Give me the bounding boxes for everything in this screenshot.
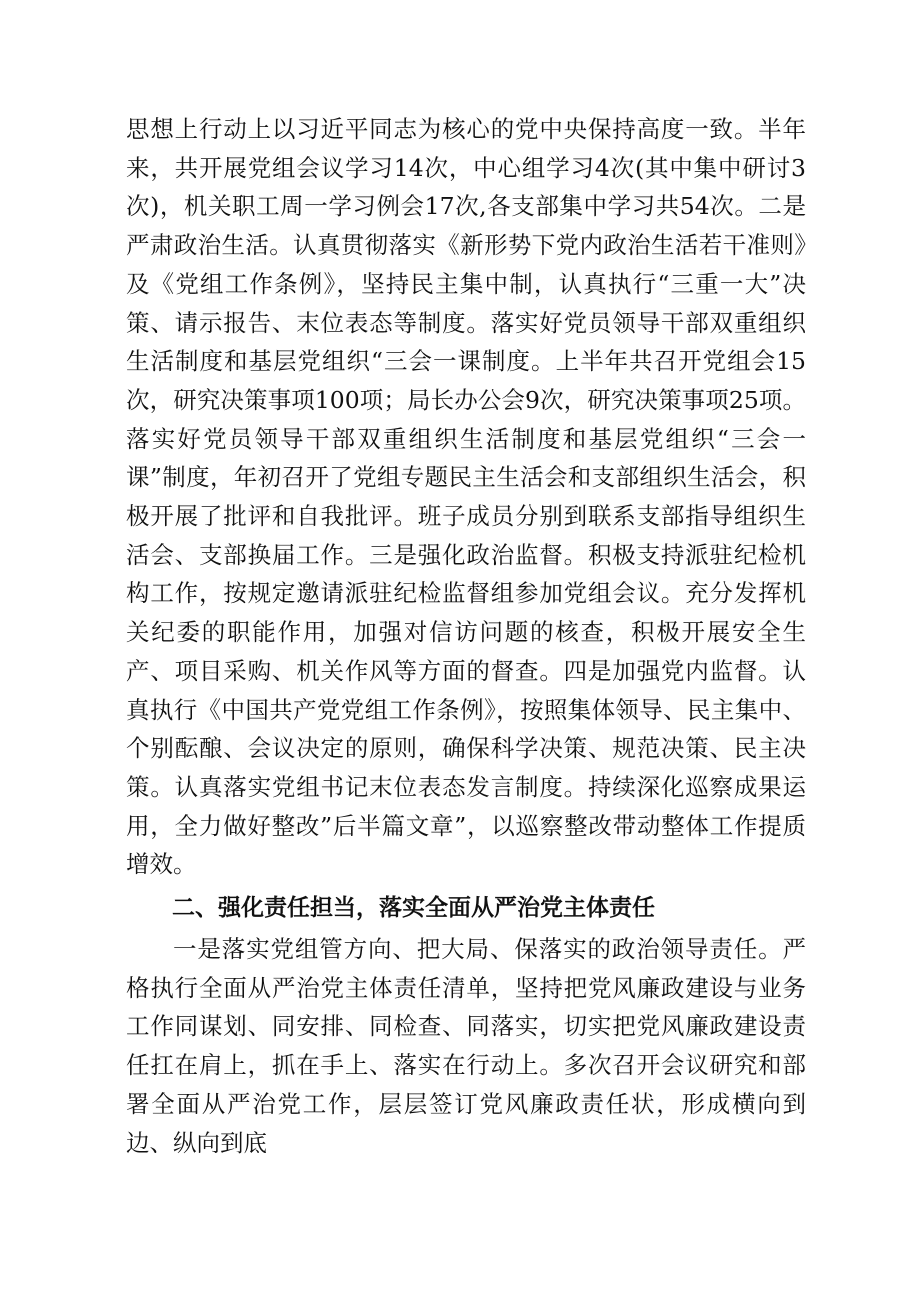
document-page — [126, 110, 806, 1162]
body-paragraph: 一是落实党组管方向、把大局、保落实的政治领导责任。严格执行全面从严治党主体责任清单，坚持把党风廉政建设与业务工作同谋划、同安排、同检查、同落实，切实把党风廉政建设责任扛在肩上，抓在手上、落实在行动上。多次召开会议研究和部署全面从严治党工作，层层签订党风廉政责任状，形成横向到边、纵向到底 — [126, 935, 806, 1157]
section-heading-2: 二、强化责任担当，落实全面从严治党主体责任 — [172, 895, 655, 922]
body-paragraph-continued: 思想上行动上以习近平同志为核心的党中央保持高度一致。半年来，共开展党组会议学习14次，中心组学习4次(其中集中研讨3次)，机关职工周一学习例会17次,各支部集中学习共54次。二是严肃政治生活。认真贯彻落实《新形势下党内政治生活若干准则》及《党组工作条例》，坚持民主集中制，认真执行“三重一大”决策、请示报告、末位表态等制度。落实好党员领导干部双重组织生活制度和基层党组织“三会一课制度。上半年共召开党组会15次，研究决策事项100项；局长办公会9次，研究决策事项25项。落实好党员领导干部双重组织生活制度和基层党组织“三会一课”制度，年初召开了党组专题民主生活会和支部组织生活会，积极开展了批评和自我批评。班子成员分别到联系支部指导组织生活会、支部换届工作。三是强化政治监督。积极支持派驻纪检机构工作，按规定邀请派驻纪检监督组参加党组会议。充分发挥机关纪委的职能作用，加强对信访问题的核查，积极开展安全生产、项目采购、机关作风等方面的督查。四是加强党内监督。认真执行《中国共产党党组工作条例》，按照集体领导、民主集中、个别酝酿、会议决定的原则，确保科学决策、规范决策、民主决策。认真落实党组书记末位表态发言制度。持续深化巡察成果运用，全力做好整改”后半篇文章”，以巡察整改带动整体工作提质增效。 — [126, 115, 806, 879]
